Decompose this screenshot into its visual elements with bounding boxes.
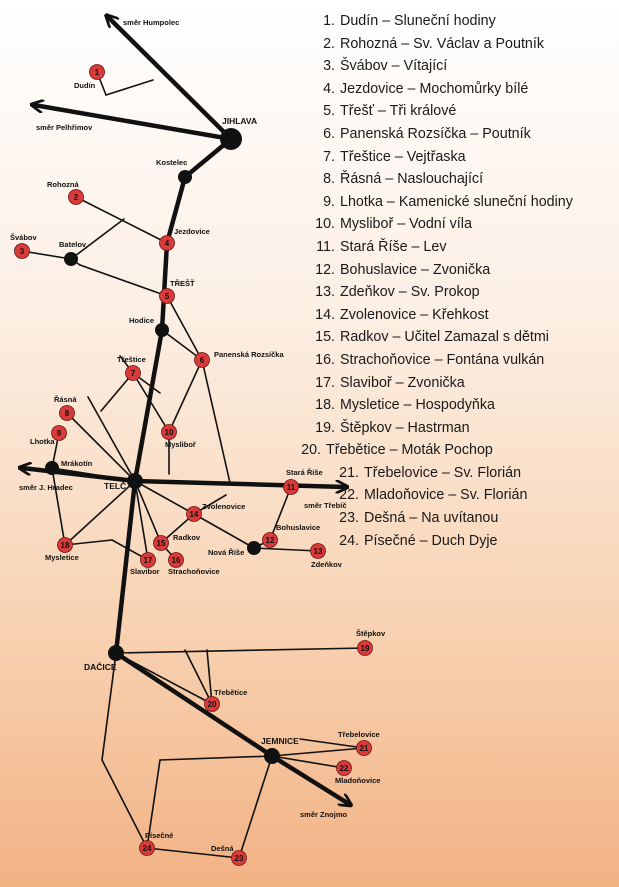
town-label-slavibor: Slavibor	[130, 567, 160, 576]
town-label-dacice: DAČICE	[84, 662, 117, 672]
legend-text: Mysletice – Hospodyňka	[340, 397, 495, 414]
legend-text: Mysliboř – Vodní víla	[340, 216, 472, 233]
legend-number: 23.	[339, 510, 359, 527]
direction-label-znojmo: směr Znojmo	[300, 810, 348, 819]
marker-number: 4	[164, 239, 170, 248]
legend-item	[300, 417, 615, 440]
legend-text: Řásná – Naslouchající	[340, 171, 484, 188]
legend-text: Zdeňkov – Sv. Prokop	[340, 284, 480, 301]
marker-15	[154, 536, 169, 551]
marker-number: 18	[60, 541, 70, 550]
marker-14	[187, 507, 202, 522]
city-label-jihlava: JIHLAVA	[222, 116, 258, 126]
legend-number: 20.	[301, 442, 321, 459]
legend-number: 24.	[339, 532, 359, 549]
marker-number: 7	[130, 369, 136, 378]
marker-2	[69, 190, 84, 205]
town-label-desna: Dešná	[211, 844, 234, 853]
legend-number: 18.	[315, 397, 335, 414]
legend-item	[324, 507, 615, 530]
telc-dot	[127, 473, 143, 489]
legend-text: Třeštice – Vejtřaska	[340, 148, 466, 165]
direction-label-humpolec: směr Humpolec	[123, 18, 180, 27]
legend-item	[300, 55, 615, 78]
direction-label-pelhrimov: směr Pelhřimov	[36, 123, 93, 132]
legend-text: Zvolenovice – Křehkost	[340, 306, 489, 323]
legend-number: 4.	[323, 80, 335, 97]
legend-item	[300, 33, 615, 56]
legend-item	[324, 530, 615, 553]
marker-6	[195, 353, 210, 368]
town-label-rohozna: Rohozná	[47, 180, 79, 189]
kostelec-dot	[178, 170, 192, 184]
marker-19	[358, 641, 373, 656]
legend-item	[300, 168, 615, 191]
marker-number: 1	[94, 68, 100, 77]
legend-text: Dešná – Na uvítanou	[364, 510, 499, 527]
town-label-trebetice: Třebětice	[214, 688, 248, 697]
legend-number: 10.	[315, 216, 335, 233]
town-label-jezdovice: Jezdovice	[174, 227, 210, 236]
legend-text: Třebelovice – Sv. Florián	[364, 464, 522, 481]
legend-text: Stará Říše – Lev	[340, 238, 447, 255]
town-label-zvolenovice: Zvolenovice	[202, 502, 246, 511]
marker-number: 14	[189, 510, 199, 519]
legend-number: 11.	[316, 238, 335, 255]
town-label-mrakotin: Mrákotín	[61, 459, 93, 468]
legend-number: 8.	[323, 171, 335, 188]
marker-number: 6	[199, 356, 205, 365]
legend-text: Panenská Rozsíčka – Poutník	[340, 125, 531, 142]
legend-text: Třebětice – Moták Pochop	[326, 442, 493, 459]
legend-text: Třešť – Tři králové	[340, 103, 457, 120]
marker-number: 5	[164, 292, 170, 301]
legend-item	[300, 213, 615, 236]
road-to-znojmo	[116, 653, 349, 804]
legend-text: Radkov – Učitel Zamazal s dětmi	[340, 329, 549, 346]
mrakotin-dot	[45, 461, 59, 475]
legend-item	[324, 462, 615, 485]
town-label-telc: TELČ	[104, 481, 127, 491]
legend-item	[300, 281, 615, 304]
marker-number: 17	[143, 556, 153, 565]
legend-item	[300, 326, 615, 349]
marker-16	[169, 553, 184, 568]
hodice-dot	[155, 323, 169, 337]
marker-number: 3	[19, 247, 25, 256]
nova-rise-dot	[247, 541, 261, 555]
marker-number: 8	[64, 409, 70, 418]
marker-number: 23	[234, 854, 244, 863]
legend-text: Švábov – Vítající	[340, 58, 448, 75]
town-label-pisecne: Písečné	[145, 831, 174, 840]
legend-item	[324, 484, 615, 507]
town-label-trest: TŘEŠŤ	[170, 279, 195, 288]
marker-number: 15	[156, 539, 166, 548]
legend-item	[300, 394, 615, 417]
town-label-trebelovice: Třebelovice	[338, 730, 380, 739]
attraction-legend	[300, 10, 615, 552]
marker-7	[126, 366, 141, 381]
legend-item	[300, 146, 615, 169]
town-label-panenska-rozsicka: Panenská Rozsíčka	[214, 350, 284, 359]
batelov-dot	[64, 252, 78, 266]
town-label-strachonovice: Strachoňovice	[168, 567, 220, 576]
town-label-zdenkov: Zdeňkov	[311, 560, 342, 569]
town-label-bohuslavice: Bohuslavice	[276, 523, 321, 532]
marker-10	[162, 425, 177, 440]
legend-number: 14.	[315, 306, 335, 323]
town-label-dudin: Dudín	[74, 81, 96, 90]
legend-number: 2.	[323, 35, 335, 52]
town-label-svabov: Švábov	[10, 233, 37, 242]
town-label-jemnice: JEMNICE	[261, 736, 299, 746]
legend-text: Písečné – Duch Dyje	[364, 532, 498, 549]
marker-11	[284, 480, 299, 495]
legend-text: Rohozná – Sv. Václav a Poutník	[340, 35, 544, 52]
marker-number: 19	[360, 644, 370, 653]
marker-number: 22	[339, 764, 349, 773]
legend-item	[300, 123, 615, 146]
marker-24	[140, 841, 155, 856]
marker-23	[232, 851, 247, 866]
legend-item	[300, 100, 615, 123]
legend-item	[300, 259, 615, 282]
town-label-lhotka: Lhotka	[30, 437, 55, 446]
legend-number: 1.	[323, 13, 335, 29]
town-label-nova-rise: Nová Říše	[208, 548, 245, 557]
marker-1	[90, 65, 105, 80]
marker-17	[141, 553, 156, 568]
legend-item	[300, 10, 615, 33]
town-label-mysliboř: Mysliboř	[165, 440, 196, 449]
marker-18	[58, 538, 73, 553]
marker-5	[160, 289, 175, 304]
legend-number: 6.	[323, 125, 335, 142]
legend-item	[300, 349, 615, 372]
legend-number: 5.	[323, 103, 335, 120]
town-label-rasna: Řásná	[54, 395, 77, 404]
legend-number: 15.	[315, 329, 335, 346]
town-label-stara-rise: Stará Říše	[286, 468, 323, 477]
legend-number: 3.	[323, 58, 335, 75]
marker-number: 24	[142, 844, 152, 853]
dacice-dot	[108, 645, 124, 661]
town-label-mysletice: Mysletice	[45, 553, 79, 562]
legend-number: 19.	[315, 419, 335, 436]
direction-label-j-hradec: směr J. Hradec	[19, 483, 73, 492]
legend-number: 17.	[315, 374, 335, 391]
marker-22	[337, 761, 352, 776]
legend-text: Strachoňovice – Fontána vulkán	[340, 351, 545, 368]
marker-number: 2	[73, 193, 79, 202]
marker-number: 9	[56, 429, 62, 438]
marker-12	[263, 533, 278, 548]
marker-21	[357, 741, 372, 756]
legend-item	[300, 304, 615, 327]
legend-number: 12.	[315, 261, 335, 278]
legend-text: Mladoňovice – Sv. Florián	[364, 487, 528, 504]
legend-item	[300, 78, 615, 101]
town-label-kostelec: Kostelec	[156, 158, 188, 167]
legend-text: Bohuslavice – Zvonička	[340, 261, 491, 278]
marker-number: 21	[359, 744, 369, 753]
legend-number: 16.	[315, 351, 335, 368]
legend-item	[300, 372, 615, 395]
marker-number: 11	[286, 483, 296, 492]
marker-number: 16	[171, 556, 181, 565]
legend-text: Slaviboř – Zvonička	[340, 374, 465, 391]
town-label-radkov: Radkov	[173, 533, 201, 542]
legend-number: 21.	[339, 464, 359, 481]
legend-text: Jezdovice – Mochomůrky bílé	[340, 80, 529, 97]
legend-number: 22.	[339, 487, 359, 504]
town-label-stepkov: Štěpkov	[356, 629, 386, 638]
marker-number: 20	[207, 700, 217, 709]
legend-text: Lhotka – Kamenické sluneční hodiny	[340, 193, 573, 210]
marker-number: 12	[265, 536, 275, 545]
town-label-hodice: Hodice	[129, 316, 155, 325]
legend-text: Dudín – Sluneční hodiny	[340, 13, 496, 29]
marker-8	[60, 406, 75, 421]
direction-label-trebic: směr Třebíč	[304, 501, 347, 510]
legend-number: 7.	[323, 148, 335, 165]
marker-number: 13	[313, 547, 323, 556]
marker-number: 10	[164, 428, 174, 437]
town-label-batelov: Batelov	[59, 240, 87, 249]
legend-item	[300, 191, 615, 214]
town-dots	[45, 128, 280, 764]
town-label-trestice: Třeštice	[117, 355, 146, 364]
legend-text: Štěpkov – Hastrman	[340, 419, 470, 436]
marker-4	[160, 236, 175, 251]
jemnice-dot	[264, 748, 280, 764]
legend-number: 13.	[315, 284, 335, 301]
legend-item	[300, 236, 615, 259]
legend-item	[286, 439, 615, 462]
legend-number: 9.	[323, 193, 335, 210]
marker-20	[205, 697, 220, 712]
jihlava-dot	[220, 128, 242, 150]
town-label-mladonovice: Mladoňovice	[335, 776, 381, 785]
marker-3	[15, 244, 30, 259]
